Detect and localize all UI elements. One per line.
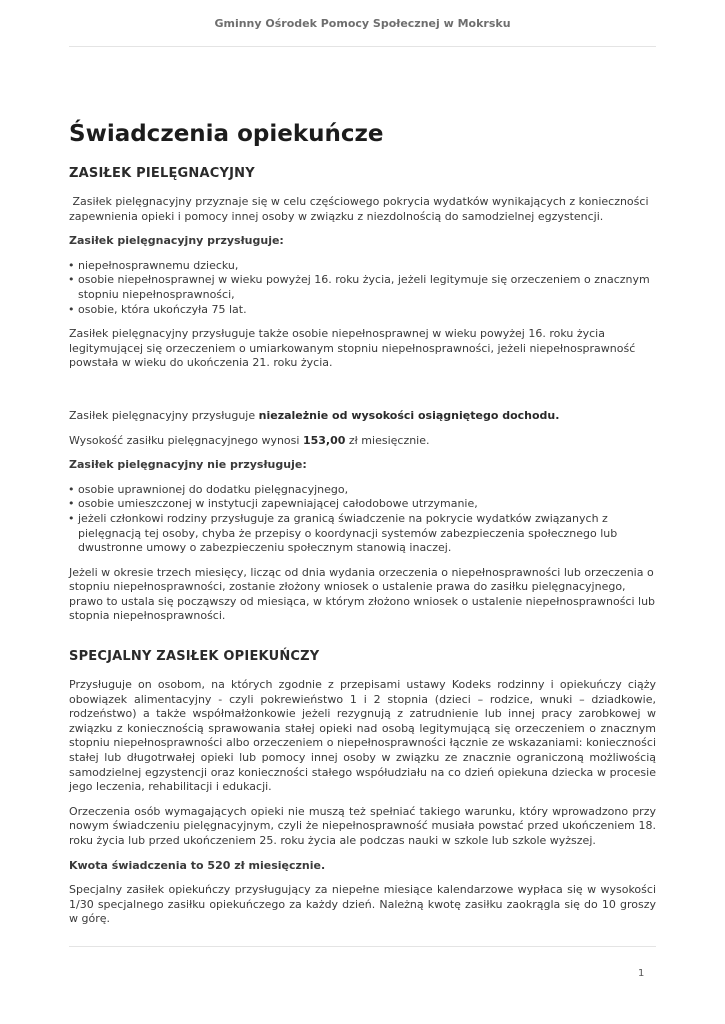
- list-item: • osobie, która ukończyła 75 lat.: [69, 303, 656, 318]
- list-item: • jeżeli członkowi rodziny przysługuje za granicą świadczenie na pokrycie wydatków związanych z pielęgnacją tej osoby, chyba że przepisy o koordynacji systemów zabezpieczenia społecznego lub dwustronne umowy o zabezpieczeniu społecznym stanowią inaczej.: [69, 512, 656, 556]
- section-heading-zasilek-pielegnacyjny: ZASIŁEK PIELĘGNACYJNY: [69, 166, 255, 181]
- closing-paragraph: Jeżeli w okresie trzech miesięcy, licząc od dnia wydania orzeczenia o niepełnosprawności lub orzeczenia o stopniu niepełnosprawności, zostanie złożony wniosek o ustalenie prawa do zasiłku pielęgnacyjnego, prawo to ustala się począwszy od miesiąca, w którym złożono wniosek o ustalenie niepełnosprawności lub stopnia niepełnosprawności.: [69, 565, 656, 623]
- section-heading-specjalny-zasilek: SPECJALNY ZASIŁEK OPIEKUŃCZY: [69, 649, 320, 665]
- page-number: 1: [638, 968, 645, 979]
- special-paragraph-2: Orzeczenia osób wymagających opieki nie muszą też spełniać takiego warunku, który wprowadzono przy nowym świadczeniu pielęgnacyjnym, czyli że niepełnosprawność musiała powstać przed ukończeniem 18. roku życia lub przed ukończeniem 25. roku życia ale podczas nauki w szkole lub szkole wyższej.: [69, 804, 656, 847]
- also-eligible-paragraph: Zasiłek pielęgnacyjny przysługuje także osobie niepełnosprawnej w wieku powyżej 16. roku życia legitymującej się orzeczeniem o umiarkowanym stopniu niepełnosprawności, jeżeli niepełnosprawność powstała w wieku do ukończenia 21. roku życia.: [69, 327, 636, 370]
- amount-paragraph: Wysokość zasiłku pielęgnacyjnego wynosi 153,00 zł miesięcznie.: [69, 433, 430, 447]
- special-amount: Kwota świadczenia to 520 zł miesięcznie.: [69, 858, 326, 872]
- not-eligible-heading: Zasiłek pielęgnacyjny nie przysługuje:: [69, 458, 307, 472]
- list-item: • niepełnosprawnemu dziecku,: [69, 259, 656, 274]
- income-paragraph: Zasiłek pielęgnacyjny przysługuje niezależnie od wysokości osiągniętego dochodu.: [69, 408, 560, 422]
- header-divider: [69, 46, 656, 47]
- intro-paragraph: Zasiłek pielęgnacyjny przyznaje się w celu częściowego pokrycia wydatków wynikających z konieczności zapewnienia opieki i pomocy innej osoby w związku z niezdolnością do samodzielnej egzystencji.: [69, 195, 653, 223]
- page-title: Świadczenia opiekuńcze: [69, 121, 384, 147]
- amount-value: 153,00: [302, 433, 346, 447]
- eligible-heading: Zasiłek pielęgnacyjny przysługuje:: [69, 234, 284, 248]
- document-body: [69, 118, 656, 937]
- special-paragraph-3: Specjalny zasiłek opiekuńczy przysługujący za niepełne miesiące kalendarzowe wypłaca się w wysokości 1/30 specjalnego zasiłku opiekuńczego za każdy dzień. Należną kwotę zasiłku zaokrągla się do 10 groszy w górę.: [69, 883, 656, 926]
- list-item: • osobie uprawnionej do dodatku pielęgnacyjnego,: [69, 483, 656, 498]
- footer-divider: [69, 946, 656, 947]
- list-item: • osobie umieszczonej w instytucji zapewniającej całodobowe utrzymanie,: [69, 497, 656, 512]
- special-paragraph-1: Przysługuje on osobom, na których zgodnie z przepisami ustawy Kodeks rodzinny i opiekuńczy ciąży obowiązek alimentacyjny - czyli pokrewieństwo 1 i 2 stopnia (dzieci – rodzice, wnuki – dziadkowie, rodzeństwo) a także współmałżonkowie jeżeli rezygnują z zatrudnienie lub innej pracy zarobkowej w związku z koniecznością sprawowania stałej opieki nad osobą legitymującą się orzeczeniem o znacznym stopniu niepełnosprawności albo orzeczeniem o niepełnosprawności łącznie ze wskazaniami: konieczności stałej lub długotrwałej opieki lub pomocy innej osoby w związku ze znacznie ograniczoną możliwością samodzielnej egzystencji oraz konieczności stałego współudziału na co dzień opiekuna dziecka w procesie jego leczenia, rehabilitacji i edukacji.: [69, 678, 656, 794]
- income-bold-text: niezależnie od wysokości osiągniętego dochodu.: [258, 408, 560, 422]
- not-eligible-list: [69, 483, 656, 556]
- eligible-list: [69, 259, 656, 317]
- document-header: Gminny Ośrodek Pomocy Społecznej w Mokrsku: [214, 17, 511, 30]
- list-item: • osobie niepełnosprawnej w wieku powyżej 16. roku życia, jeżeli legitymuje się orzeczeniem o znacznym stopniu niepełnosprawności,: [69, 273, 656, 302]
